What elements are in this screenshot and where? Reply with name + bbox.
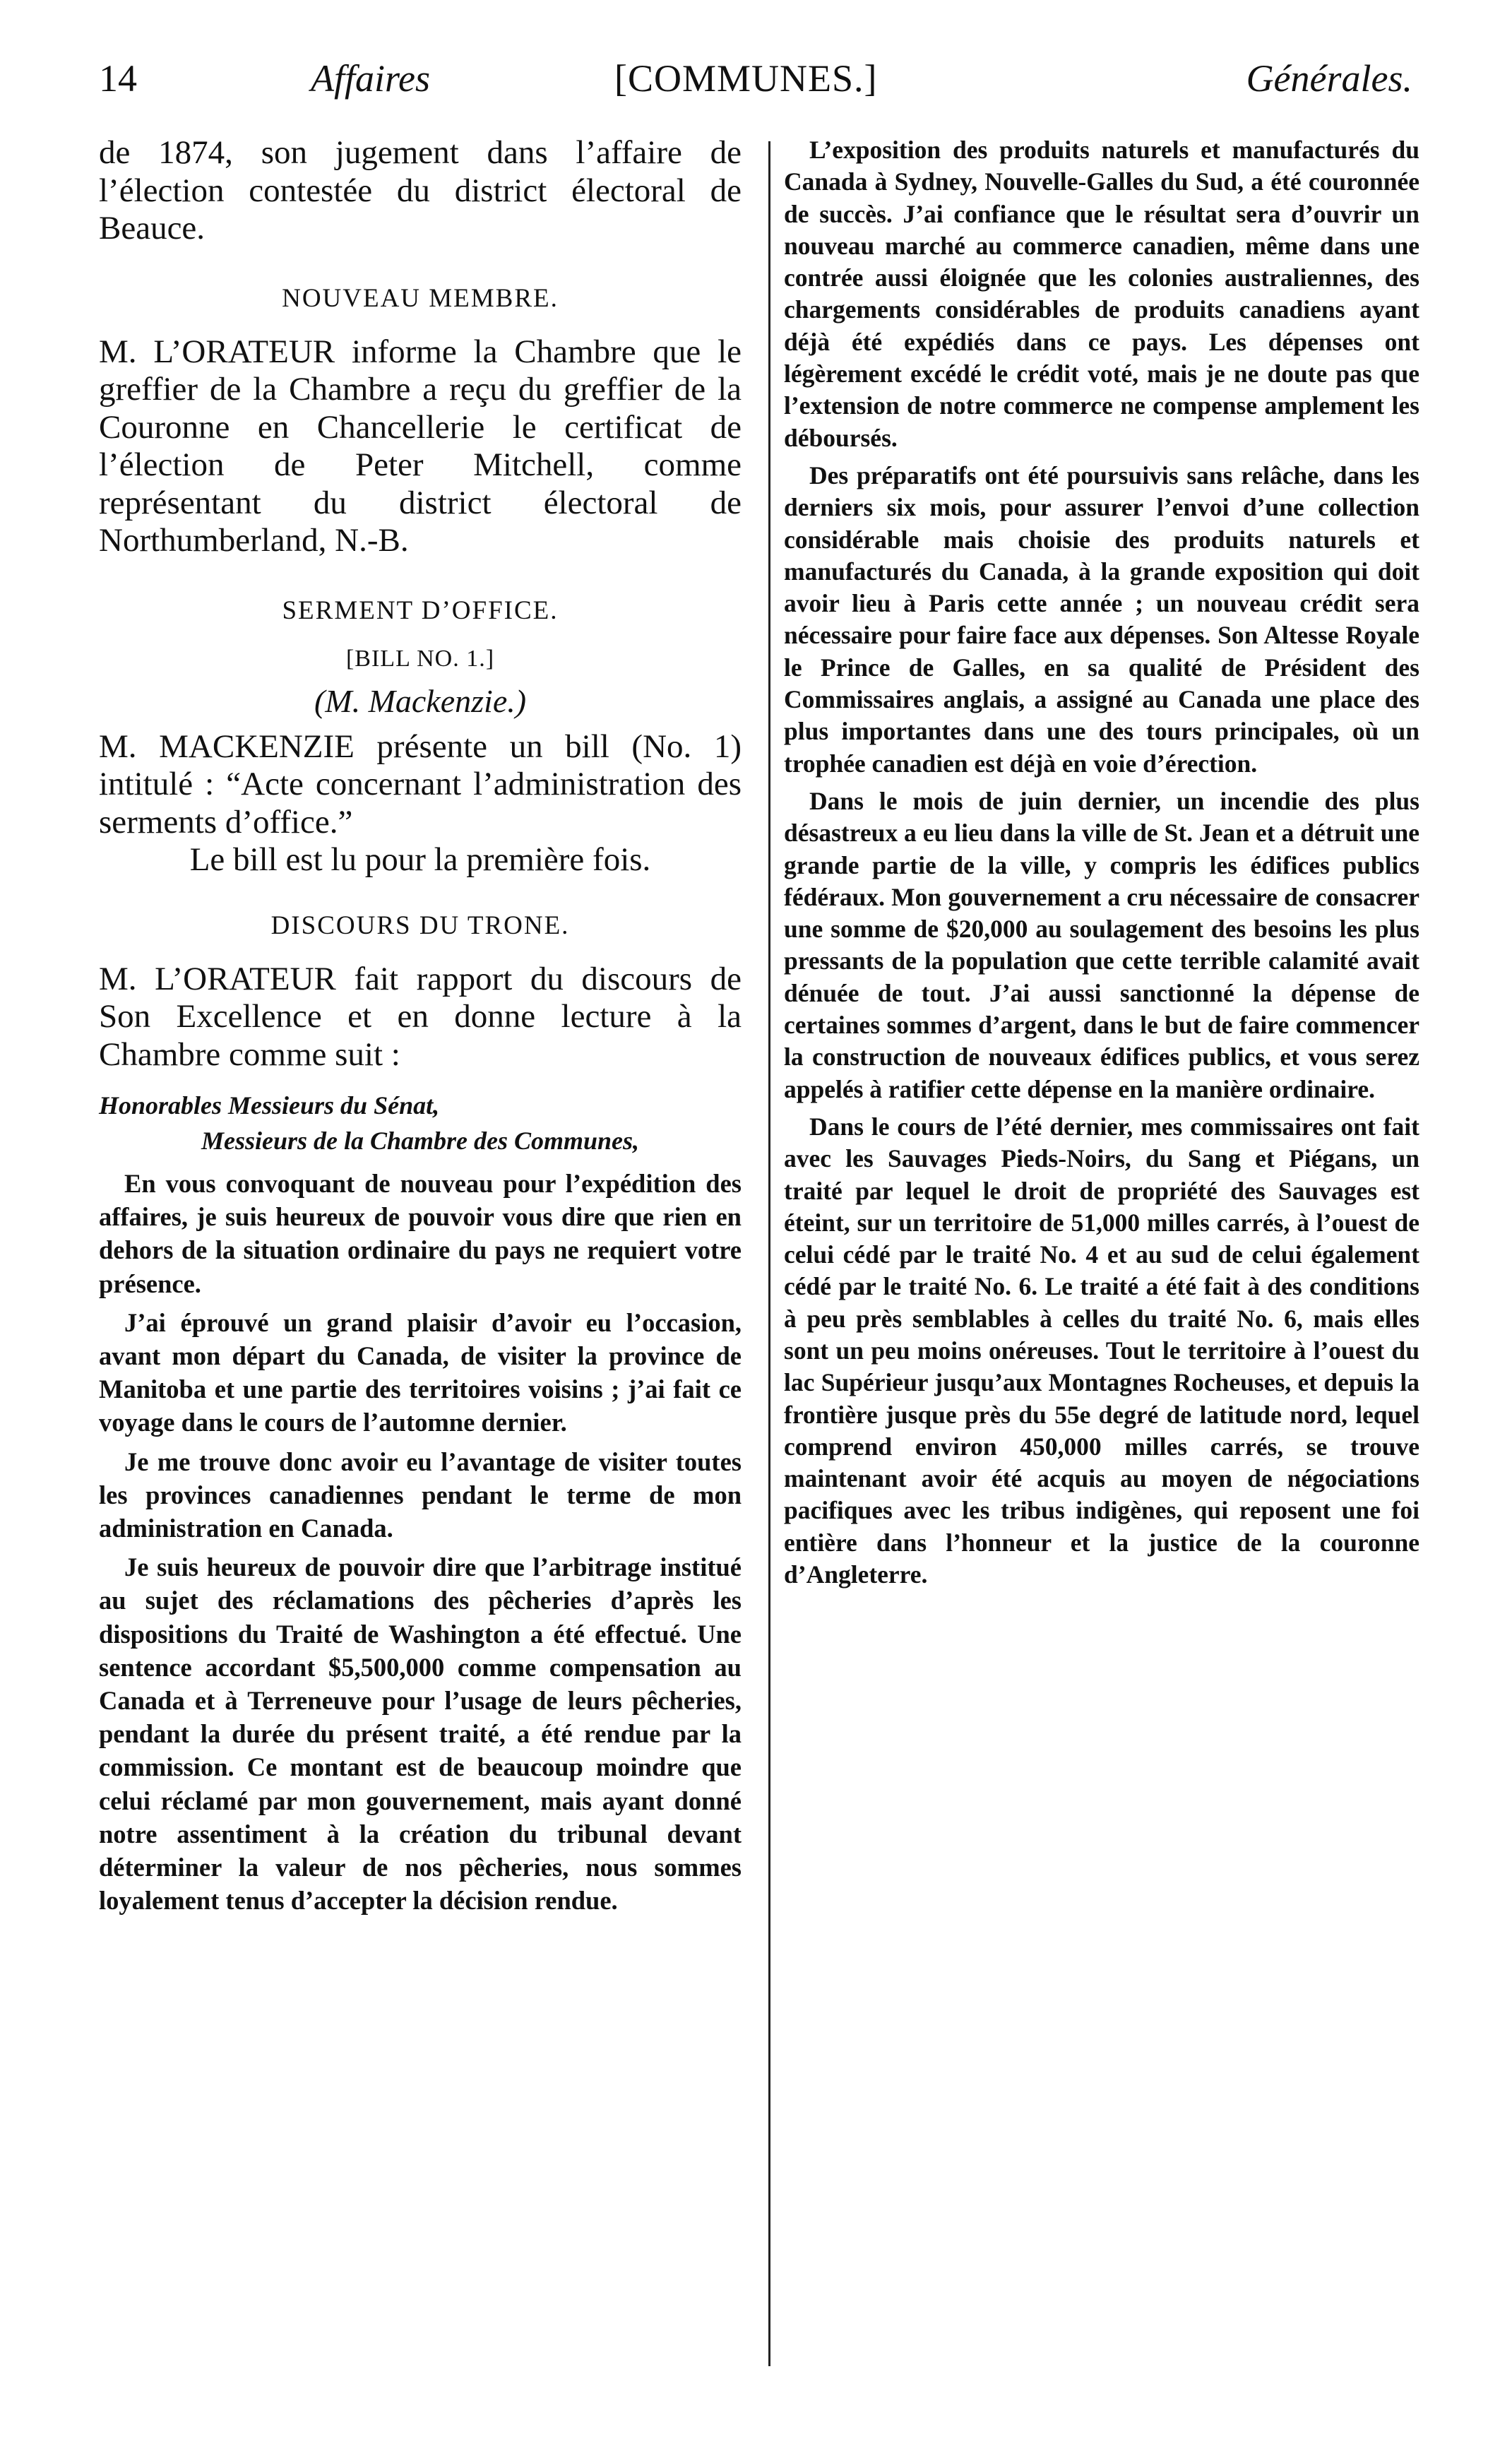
speech-paragraph: L’exposition des produits naturels et manufacturés du Canada à Sydney, Nouvelle-Galles du Sud, a été couronnée de succès. J’ai confiance que le résultat sera d’ouvrir un nouveau marché au commerce canadien, même dans une contrée aussi éloignée que les colonies australiennes, des chargements considérables de produits canadiens ayant déjà été expédiés dans ce pays. Les dépenses ont légèrement excédé le crédit voté, mais je ne doute pas que l’extension de notre commerce ne compense amplement les déboursés. (784, 136, 1419, 452)
running-head-right: Générales. (1246, 57, 1412, 100)
heading-serment-office: SERMENT D’OFFICE. (282, 595, 559, 625)
page-number: 14 (99, 57, 137, 100)
speech-paragraph: En vous convoquant de nouveau pour l’expédition des affaires, je suis heureux de pouvoir vous dire que rien en dehors de la situation ordinaire du pays ne requiert votre présence. (99, 1169, 742, 1298)
speech-paragraph: Je me trouve donc avoir eu l’avantage de visiter toutes les provinces canadiennes pendant le terme de mon administration en Canada. (99, 1447, 742, 1543)
left-column (99, 134, 742, 1917)
bill-mover: (M. Mackenzie.) (314, 682, 527, 719)
orateur-informe-text: M. L’ORATEUR informe la Chambre que le greffier de la Chambre a reçu du greffier de la Couronne en Chancellerie le certificat de l’élection de Peter Mitchell, comme représentant du district électoral de Northumberland, N.-B. (99, 333, 742, 559)
first-reading-text: Le bill est lu pour la première fois. (189, 841, 651, 878)
heading-discours-trone: DISCOURS DU TRONE. (270, 910, 570, 940)
mackenzie-bill-text: M. MACKENZIE présente un bill (No. 1) intitulé : “Acte concernant l’administration des serments d’office.” (99, 728, 742, 841)
speech-paragraph: Dans le cours de l’été dernier, mes commissaires ont fait avec les Sauvages Pieds-Noirs, du Sang et Piégans, un traité par lequel le droit de propriété des Sauvages est éteint, sur un territoire de 51,000 milles carrés, à l’ouest de celui cédé par le traité No. 4 et au sud de celui également cédé par le traité No. 6. Le traité a été fait à des conditions à peu près semblables à celles du traité No. 6, mais elles sont un peu moins onéreuses. Tout le territoire à l’ouest du lac Supérieur jusqu’aux Montagnes Rocheuses, et depuis la frontière jusque près du 55e degré de latitude nord, lequel comprend environ 450,000 milles carrés, se trouve maintenant avoir été acquis au moyen de négociations pacifiques avec les tribus indigènes, qui reposent une foi entière dans l’honneur et la justice de la couronne d’Angleterre. (784, 1112, 1419, 1589)
bill-number: [BILL NO. 1.] (345, 645, 495, 672)
orateur-rapport-text: M. L’ORATEUR fait rapport du discours de Son Excellence et en donne lecture à la Chambre comme suit : (99, 960, 742, 1073)
right-column (784, 134, 1419, 1591)
heading-nouveau-membre: NOUVEAU MEMBRE. (282, 283, 559, 313)
speech-paragraph: Dans le mois de juin dernier, un incendie des plus désastreux a eu lieu dans la ville de St. Jean et a détruit une grande partie de la ville, y compris les édifices publics fédéraux. Mon gouvernement a cru nécessaire de consacrer une somme de $20,000 au soulagement des besoins les plus pressants de la population que cette terrible calamité avait dénuée de tout. J’ai aussi sanctionné la dépense de certaines sommes d’argent, dans le but de faire commencer la construction de nouveaux édifices publics, et vous serez appelés à ratifier cette dépense en la manière ordinaire. (784, 786, 1419, 1103)
running-head-center: [COMMUNES.] (614, 57, 878, 100)
running-head-left: Affaires (311, 57, 430, 100)
address-senate: Honorables Messieurs du Sénat, (99, 1091, 440, 1120)
running-head (99, 49, 1412, 113)
address-commons: Messieurs de la Chambre des Communes, (201, 1127, 640, 1155)
speech-paragraph: Je suis heureux de pouvoir dire que l’arbitrage institué au sujet des réclamations des pêcheries d’après les dispositions du Traité de Washington a été effectué. Une sentence accordant $5,500,000 comme compensation au Canada et à Terreneuve pour l’usage de leurs pêcheries, pendant la durée du présent traité, a été rendue par la commission. Ce montant est de beaucoup moindre que celui réclamé par mon gouvernement, mais ayant donné notre assentiment à la création du tribunal devant déterminer la valeur de nos pêcheries, nous sommes loyalement tenus d’accepter la décision rendue. (99, 1553, 742, 1916)
speech-paragraph: J’ai éprouvé un grand plaisir d’avoir eu l’occasion, avant mon départ du Canada, de visiter la province de Manitoba et une partie des territoires voisins ; j’ai fait ce voyage dans le cours de l’automne dernier. (99, 1307, 742, 1437)
speech-paragraph: Des préparatifs ont été poursuivis sans relâche, dans les derniers six mois, pour assurer l’envoi d’une collection considérable mais choisie des produits naturels et manufacturés du Canada, à la grande exposition qui doit avoir lieu à Paris cette année ; un nouveau crédit sera nécessaire pour faire face aux dépenses. Son Altesse Royale le Prince de Galles, en sa qualité de Président des Commissaires anglais, a assigné au Canada une place des plus importantes dans une des tours principales, où un trophée canadien est déjà en voie d’érection. (784, 461, 1419, 778)
column-divider (768, 141, 770, 2366)
intro-text: de 1874, son jugement dans l’affaire de l’élection contestée du district électoral de Beauce. (99, 134, 742, 247)
